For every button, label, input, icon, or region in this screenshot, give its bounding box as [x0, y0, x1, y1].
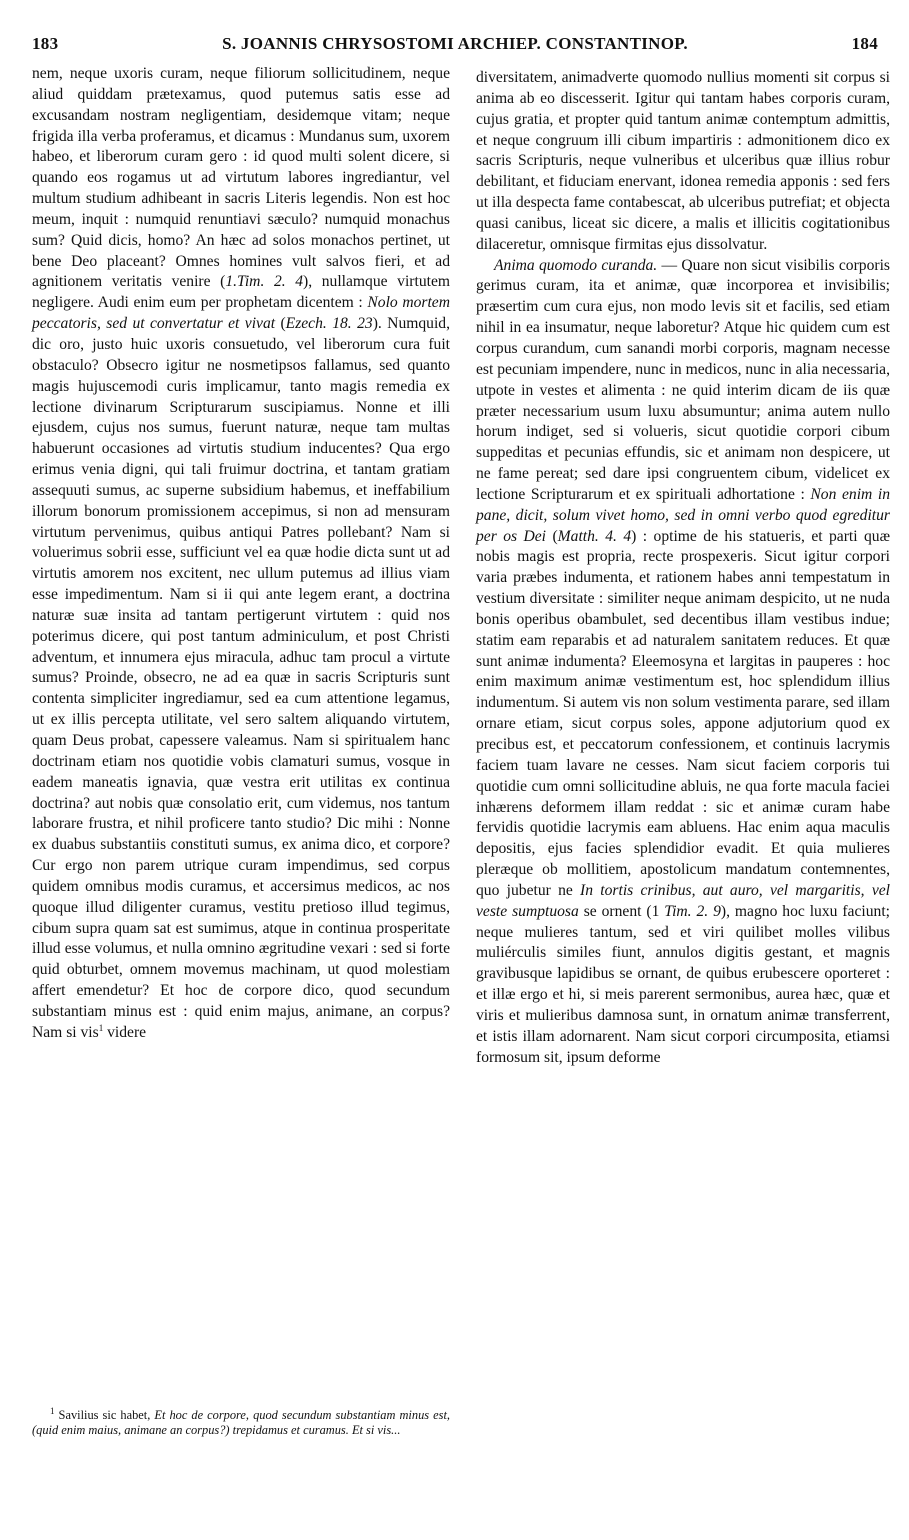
right-column-paragraph: [476, 256, 890, 1069]
body-text: — Quare non sicut visibilis corporis gerimus curam, ita et animæ, quæ incorporea et invisibilis; præsertim cum cura ejus, non modo levis sit et facilis, sed etiam nihil in ea insumatur, neque laboretur? Atque hic quidem cum est corpus curandum, cum sanandi morbi corporis, magnam necesse est pecuniam impendere, nunc in medicos, nunc in alia necessaria, utpote in vestes et alimenta : ne quid interim dicam de iis quæ præter necessarium usum luxu absumuntur; anima autem nullo horum indiget, sed si volueris, sicut quotidie corpori cibum suppeditas et pecunias effundis, sic et animam non despicere, ut ne fame pereat; sed dare ipsi congruentem cibum, videlicet ex lectione Scripturarum et ex spirituali adhortatione :: [476, 256, 890, 503]
footnote-reference: 1: [98, 1022, 104, 1033]
footnote-paragraph: [32, 1405, 451, 1438]
section-heading: Anima quomodo curanda.: [494, 256, 658, 274]
footnote-text: Savilius sic habet,: [54, 1408, 155, 1422]
body-text: nem, neque uxoris curam, neque filiorum sollicitudinem, neque aliud quiddam prætexamus, quod putemus satis esse ad excusandam nostram negligentiam, desidemque vitam; neque frigida illa verba proferamus, et dicamus : Mundanus sum, uxorem habeo, et liberorum curam gero : id quod multi solent dicere, si quando eos rogamus ut ad virtutum labores ingrediantur, vel multum studium adhibeant in sacris Literis legendis. Non est hoc meum, inquit : numquid renuntiavi sæculo? numquid monachus sum? Quid dicis, homo? An hæc ad solos monachos pertinet, ut bene Deo placeant? Omnes homines vult salvos fieri, et ad agnitionem veritatis venire (: [32, 65, 450, 291]
scripture-citation: Matth. 4. 4: [557, 527, 632, 545]
scripture-citation: Ezech. 18. 23: [285, 315, 373, 333]
body-text: (: [275, 315, 286, 333]
page-number-left: 183: [32, 34, 59, 53]
body-text: ), magno hoc luxu faciunt; neque mulieres tantum, sed et viri quilibet molles vilibus muliérculis similes fiunt, annulos digitis gestant, et magnis gravibusque lapidibus se ornant, de quibus erubescere oporteret : et illæ ergo et hi, si meis parerent sermonibus, aurea hæc, quæ et viris et mulieribus damnosa sunt, in ornatum animæ transferrent, et istis illam adornarent. Nam sicut corpori circumposita, etiamsi formosum sit, ipsum deforme: [476, 902, 890, 1066]
footnote-variant-reading: Et hoc de corpore, quod secundum substantiam minus est, (quid enim maius, animane an corpus?) trepidamus et curamus. Et si vis...: [32, 1408, 451, 1437]
scripture-citation: Tim. 2. 9: [664, 902, 721, 920]
left-column-paragraph: [32, 64, 450, 1044]
scripture-citation: 1.Tim. 2. 4: [225, 273, 304, 291]
body-text: se ornent (1: [578, 902, 665, 920]
scripture-quote: Non enim in pane, dicit, solum vivet homo, sed in omni verbo quod egreditur per os Dei: [476, 485, 891, 545]
right-column: [476, 68, 890, 1069]
footnote: [32, 1405, 451, 1438]
body-text: ), nullamque virtutem negligere. Audi enim eum per prophetam dicentem :: [32, 273, 450, 312]
left-column: [32, 64, 450, 1044]
body-text: videre: [103, 1023, 147, 1041]
running-header: [32, 34, 878, 60]
scripture-quote: Nolo mortem peccatoris, sed ut convertatur et vivat: [32, 294, 450, 333]
body-text: ) : optime de his statueris, et parti quæ nobis magis est propria, recte prospexeris. Sicut igitur corpori varia præbes indumenta, et rationem habes anni tempestatum in vestium diversitate : similiter neque animam despicito, ut ne nuda bonis operibus obambulet, sed decentibus illam vestibus indue; statim eam reparabis et ad naturalem sanitatem reduces. Et quæ sunt animæ indumenta? Eleemosyna et largitas in pauperes : hoc enim maximum animæ vestimentum est, hoc splendidum illius indumentum. Si autem vis non solum vestimenta parare, sed illam ornare etiam, sicut corpus soles, appone adjutorium quod ex precibus est, et peccatorum confessionem, et continuis lacrymis faciem tuam lavare ne cesses. Nam sicut faciem corporis tui quotidie cum omni sollicitudine abluis, ne qua forte macula faciei inhærens deformem illam reddat : sic et animæ curam habe fervidis quotidie lacrymis eam abluens. Hac enim aqua maculis depositis, ejus facies splendidior evadit. Et quia mulieres pleræque ob mollitiem, apostolicum mandatum contemnentes, quo jubetur ne: [476, 527, 891, 899]
running-title: S. JOANNIS CHRYSOSTOMI ARCHIEP. CONSTANTINOP.: [222, 34, 688, 53]
right-column-paragraph: [476, 68, 890, 256]
page-number-right: 184: [851, 34, 878, 53]
footnote-mark: 1: [50, 1405, 55, 1416]
body-text: ). Numquid, dic oro, justo huic uxoris consuetudo, vel liberorum cura fuit obstaculo? Obsecro igitur ne nosmetipsos fallamus, sed quanto magis hujuscemodi curis implicamur, tanto magis remedia ex lectione divinarum Scripturarum suscipiamus. Nonne et illi ejusdem, cujus nos sumus, fuerunt naturæ, neque tam multas habuerunt occasiones ad virtutis studium inducentes? Qua ergo erimus venia digni, qui tali fruimur doctrina, et tantam gratiam assequuti sumus, ac superne subsidium habemus, et ineffabilium illorum bonorum promissionem accepimus, si non ad mensuram virtutum pervenimus, quibus antiqui Patres pollebant? Nam si voluerimus sobrii esse, sufficiunt vel ea quæ hodie dicta sunt ut ad virtutis amorem nos excitent, nec ullum putemus ad illius viam esse impedimentum. Nam si ii qui ante legem erant, a doctrina naturæ suæ insita ad tantam pertigerunt virtutem : quid nos poterimus dicere, qui post tantum adminiculum, et post Christi adventum, et innumera ejus miracula, adhuc tam procul a virtute sumus? Proinde, obsecro, ne ad ea quæ in sacris Scripturis sunt contenta simpliciter ingrediamur, sed ea cum attentione legamus, ut ex illis percepta utilitate, vel sero saltem aliquando virtutem, quam Deus probat, capessere valeamus. Nam si spiritualem hanc doctrinam etiam nos quotidie vobis clamaturi sumus, vosque in eadem maneatis ignavia, quæ vestra erit utilitas ex continua doctrina? aut nobis quæ consolatio erit, cum videmus, nos tantum laborare frustra, et nihil proficere tanto studio? Dic mihi : Nonne ex duabus substantiis constituti sumus, ex anima dico, et corpore? Cur ergo non parem utrique curam impendimus, sed corpus quidem omnibus modis curamus, et accersimus medicos, ac nos quoque illud diligenter curamus, vestitu pretioso illud tegimus, cibum supra quam sat est sumimus, atque in continua prosperitate illud esse volumus, et nulla omnino ægritudine vexari : sed si forte quid obturbet, omnem movemus machinam, ut quod molestiam affert emendetur? Et hoc de corpore dico, quod secundum substantiam minus est : quid enim majus, animane, an corpus? Nam si vis: [32, 315, 450, 1041]
body-text: (: [546, 527, 558, 545]
scripture-quote: In tortis crinibus, aut auro, vel margaritis, vel veste sumptuosa: [476, 881, 890, 920]
body-text: diversitatem, animadverte quomodo nullius momenti sit corpus si anima ab eo discesserit. Igitur qui tantam habes corporis curam, cujus gratia, et propter quid tantum animæ contemptum admittis, et neque congruum illi cibum impartiris : admonitionem dico ex sacris Scripturis, neque vulneribus et ulceribus quæ illius robur debilitant, et fiduciam enervant, idonea remedia apponis : sed fers ut illa despecta fame contabescat, ab ulceribus putrefiat; et objecta quasi canibus, liceat sic dicere, a malis et illicitis cogitationibus dilaceretur, omnisque firmitas ejus dissolvatur.: [476, 69, 890, 253]
